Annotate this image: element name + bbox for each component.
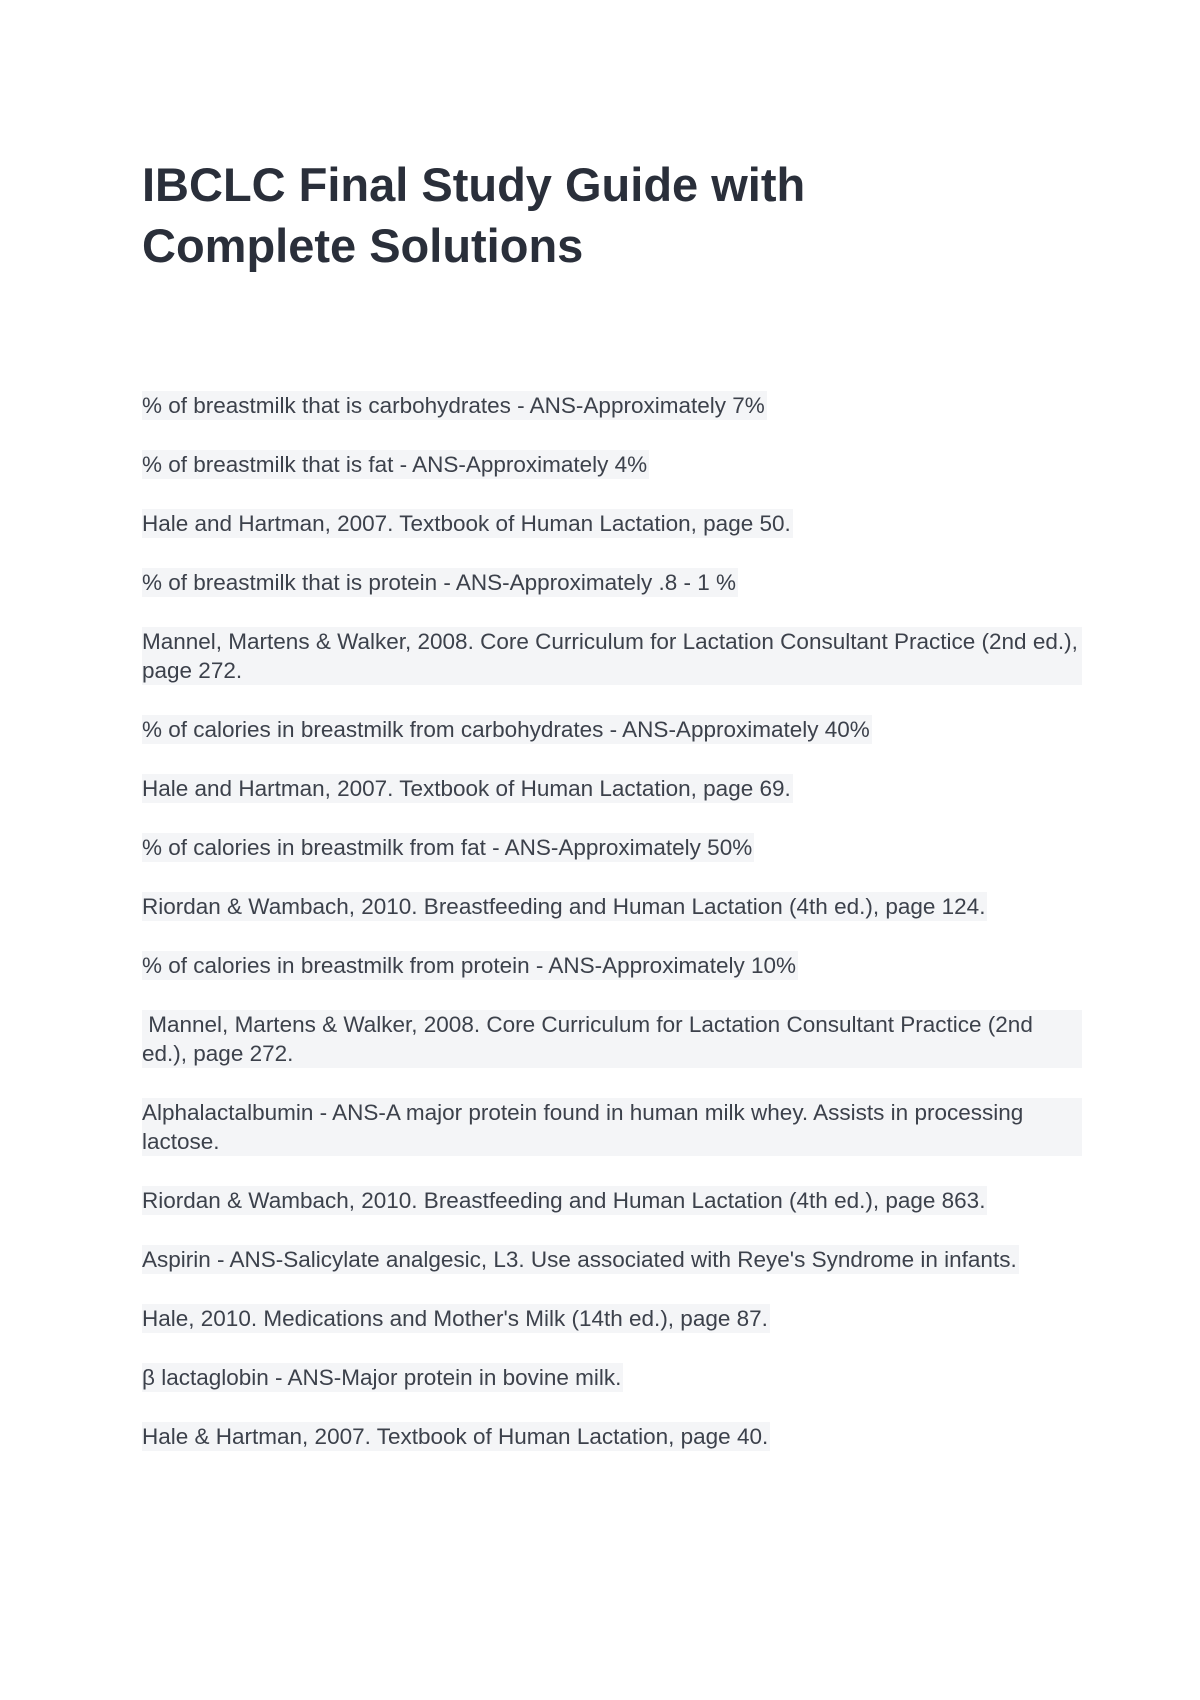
entry-calories-protein: % of calories in breastmilk from protein - ANS-Approximately 10% [142,953,796,978]
entry-reference: Riordan & Wambach, 2010. Breastfeeding and Human Lactation (4th ed.), page 863. [142,1188,986,1213]
entry-reference: Hale and Hartman, 2007. Textbook of Human Lactation, page 69. [142,776,791,801]
entry-list [142,391,1082,1481]
entry-aspirin: Aspirin - ANS-Salicylate analgesic, L3. Use associated with Reye's Syndrome in infants. [142,1247,1017,1272]
entry-reference: Hale, 2010. Medications and Mother's Milk (14th ed.), page 87. [142,1306,768,1331]
document-title: IBCLC Final Study Guide with Complete Solutions [142,158,806,272]
entry-reference: Mannel, Martens & Walker, 2008. Core Curriculum for Lactation Consultant Practice (2nd ed.), page 272. [142,1010,1082,1068]
entry-protein-percent: % of breastmilk that is protein - ANS-Approximately .8 - 1 % [142,570,736,595]
entry-reference: Mannel, Martens & Walker, 2008. Core Curriculum for Lactation Consultant Practice (2nd ed.), page 272. [142,627,1082,685]
entry-calories-carbohydrates: % of calories in breastmilk from carbohydrates - ANS-Approximately 40% [142,717,870,742]
entry-carbohydrates-percent: % of breastmilk that is carbohydrates - ANS-Approximately 7% [142,393,765,418]
entry-beta-lactaglobin: β lactaglobin - ANS-Major protein in bovine milk. [142,1365,622,1390]
entry-reference: Riordan & Wambach, 2010. Breastfeeding and Human Lactation (4th ed.), page 124. [142,894,986,919]
entry-reference: Hale & Hartman, 2007. Textbook of Human Lactation, page 40. [142,1424,769,1449]
entry-calories-fat: % of calories in breastmilk from fat - ANS-Approximately 50% [142,835,753,860]
entry-reference: Hale and Hartman, 2007. Textbook of Human Lactation, page 50. [142,511,791,536]
entry-fat-percent: % of breastmilk that is fat - ANS-Approximately 4% [142,452,648,477]
entry-alphalactalbumin: Alphalactalbumin - ANS-A major protein found in human milk whey. Assists in processing lactose. [142,1098,1082,1156]
